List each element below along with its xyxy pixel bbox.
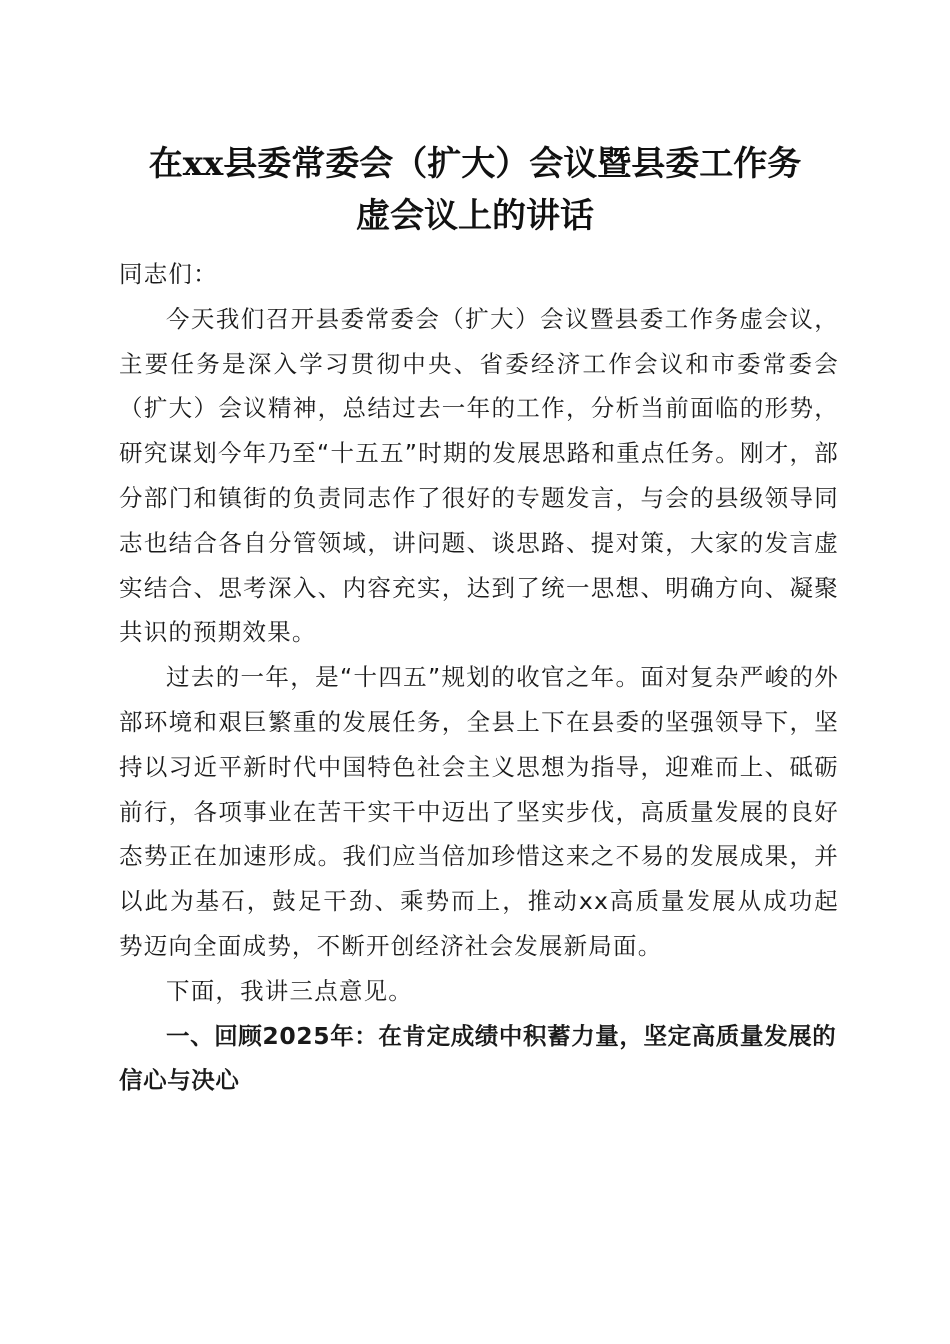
paragraph-review: 过去的一年，是“十四五”规划的收官之年。面对复杂严峻的外部环境和艰巨繁重的发展任务，全县上下在县委的坚强领导下，坚持以习近平新时代中国特色社会主义思想为指导，迎难而上、砥砺前行，各项事业在苦干实干中迈出了坚实步伐，高质量发展的良好态势正在加速形成。我们应当倍加珍惜这来之不易的发展成果，并以此为基石，鼓足干劲、乘势而上，推动xx高质量发展从成功起势迈向全面成势，不断开创经济社会发展新局面。	[119, 663, 839, 960]
salutation: 同志们：	[119, 260, 218, 288]
title-line-1: 在xx县委常委会（扩大）会议暨县委工作务	[148, 144, 802, 184]
paragraph-intro: 今天我们召开县委常委会（扩大）会议暨县委工作务虚会议，主要任务是深入学习贯彻中央、省委经济工作会议和市委常委会（扩大）会议精神，总结过去一年的工作，分析当前面临的形势，研究谋划今年乃至“十五五”时期的发展思路和重点任务。刚才，部分部门和镇街的负责同志作了很好的专题发言，与会的县级领导同志也结合各自分管领域，讲问题、谈思路、提对策，大家的发言虚实结合、思考深入、内容充实，达到了统一思想、明确方向、凝聚共识的预期效果。	[119, 304, 839, 647]
section-heading-1: 一、回顾2025年：在肯定成绩中积蓄力量，坚定高质量发展的信心与决心	[119, 1021, 837, 1095]
paragraph-transition: 下面，我讲三点意见。	[166, 976, 413, 1005]
document-title	[100, 138, 850, 242]
title-line-2: 虚会议上的讲话	[356, 196, 594, 236]
document-body	[119, 252, 839, 1103]
